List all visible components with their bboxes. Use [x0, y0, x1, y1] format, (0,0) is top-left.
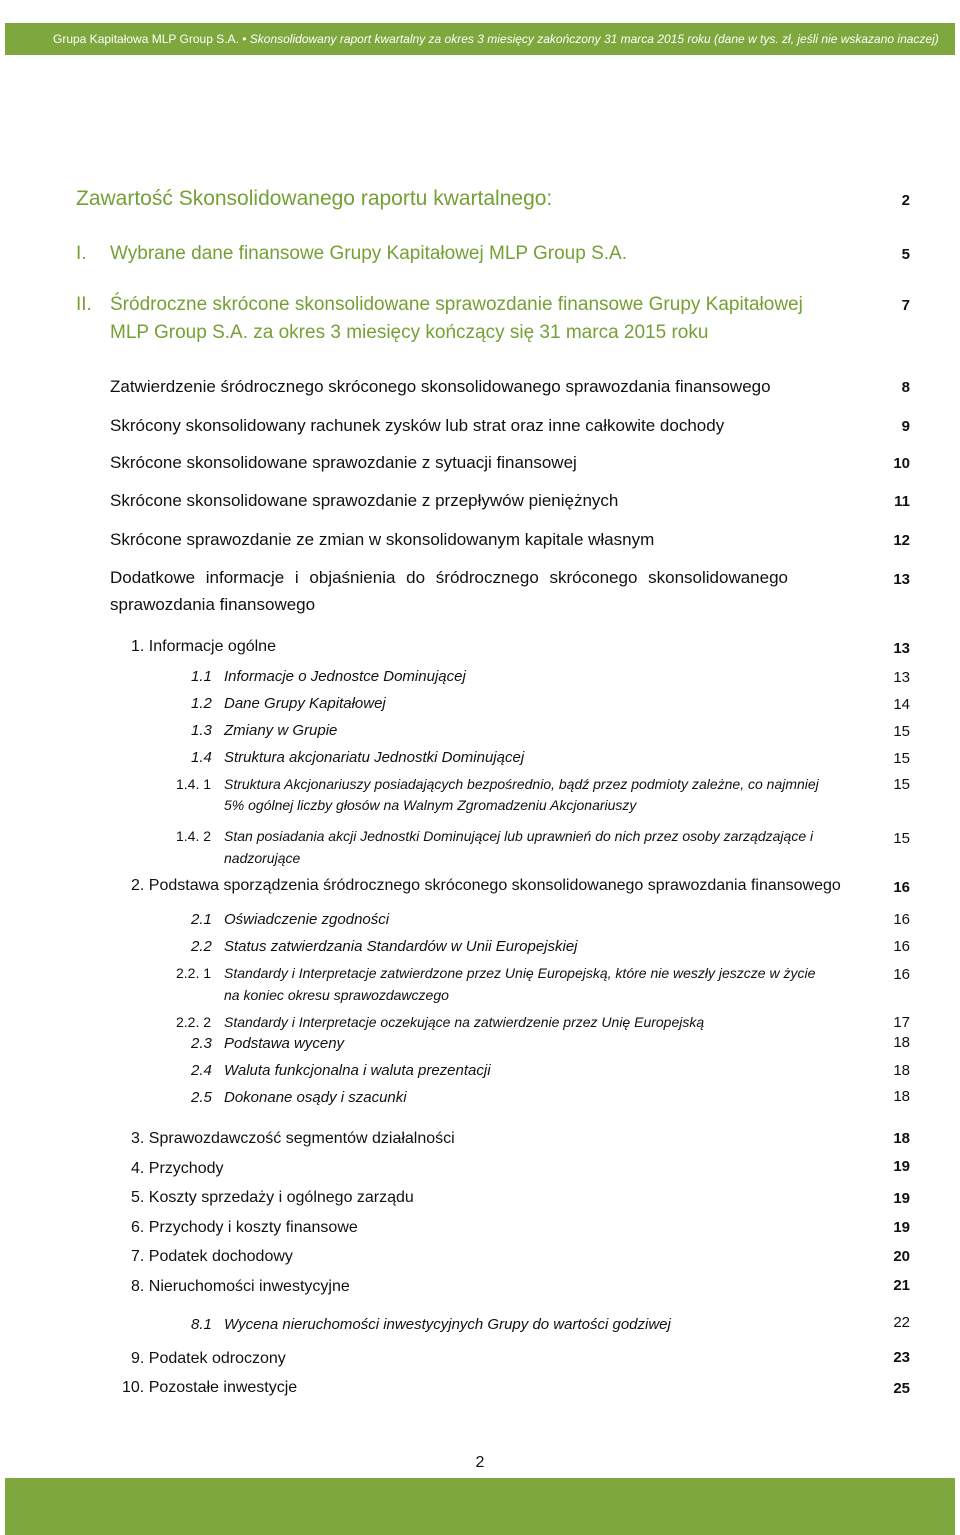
note-2-5-page[interactable]: 18: [893, 1088, 910, 1105]
note-2-2-1-line1[interactable]: Standardy i Interpretacje zatwierdzone przez Unię Europejską, które nie weszły jeszcze w życie: [224, 965, 816, 981]
toc-entry-cash-flows[interactable]: Skrócone skonsolidowane sprawozdanie z przepływów pieniężnych: [110, 491, 619, 510]
note-9-page[interactable]: 23: [893, 1349, 910, 1366]
toc-entry-cash-flows-page[interactable]: 11: [894, 493, 910, 510]
toc-title-page[interactable]: 2: [901, 192, 910, 209]
note-8-page[interactable]: 21: [893, 1277, 910, 1294]
toc-entry-financial-position-page[interactable]: 10: [893, 455, 910, 472]
note-1-4-1-number: 1.4. 1: [176, 776, 212, 792]
note-2-page[interactable]: 16: [893, 879, 910, 896]
note-1-2-number: 1.2: [191, 695, 212, 712]
note-2-3-page[interactable]: 18: [893, 1034, 910, 1051]
page-number: 2: [475, 1454, 485, 1471]
note-2-3-number: 2.3: [191, 1035, 212, 1052]
note-7-page[interactable]: 20: [893, 1248, 910, 1265]
note-1-3-number: 1.3: [191, 722, 212, 739]
note-2-2[interactable]: Status zatwierdzania Standardów w Unii Europejskiej: [224, 938, 578, 955]
note-8-1[interactable]: Wycena nieruchomości inwestycyjnych Grupy do wartości godziwej: [224, 1316, 671, 1333]
note-2-2-2-page[interactable]: 17: [893, 1014, 910, 1031]
toc-entry-income-statement-page[interactable]: 9: [901, 418, 910, 435]
note-10[interactable]: 10. Pozostałe inwestycje: [122, 1379, 298, 1396]
note-1-4-2-number: 1.4. 2: [176, 828, 212, 844]
section-1-page[interactable]: 5: [901, 246, 910, 263]
note-2-2-page[interactable]: 16: [893, 938, 910, 955]
toc-entry-notes-page[interactable]: 13: [893, 571, 910, 588]
note-4-page[interactable]: 19: [893, 1158, 910, 1175]
note-1-4-2-line2[interactable]: nadzorujące: [224, 850, 301, 866]
toc-entry-equity-changes-page[interactable]: 12: [893, 532, 910, 549]
note-2-2-1-page[interactable]: 16: [893, 966, 910, 983]
note-10-page[interactable]: 25: [893, 1380, 910, 1397]
note-1-2[interactable]: Dane Grupy Kapitałowej: [224, 695, 386, 712]
running-header: [5, 23, 955, 55]
note-9[interactable]: 9. Podatek odroczony: [131, 1350, 286, 1367]
note-2[interactable]: 2. Podstawa sporządzenia śródrocznego skróconego skonsolidowanego sprawozdania finansowego: [131, 877, 841, 894]
note-1-1-page[interactable]: 13: [893, 669, 910, 686]
note-2-4-number: 2.4: [191, 1062, 212, 1079]
footer-band: [5, 1478, 955, 1535]
toc-entry-approval-page[interactable]: 8: [901, 379, 910, 396]
note-1-3-page[interactable]: 15: [893, 723, 910, 740]
note-6[interactable]: 6. Przychody i koszty finansowe: [131, 1219, 358, 1236]
header-report-title: Skonsolidowany raport kwartalny za okres 3 miesięcy zakończony 31 marca 2015 roku (dane w tys. zł, jeśli nie wskazano inaczej): [249, 32, 939, 46]
section-2-link-line2[interactable]: MLP Group S.A. za okres 3 miesięcy kończący się 31 marca 2015 roku: [110, 322, 709, 343]
note-2-2-2[interactable]: Standardy i Interpretacje oczekujące na zatwierdzenie przez Unię Europejską: [224, 1014, 705, 1030]
note-1-1-number: 1.1: [191, 668, 212, 685]
toc-title: Zawartość Skonsolidowanego raportu kwartalnego:: [76, 187, 553, 210]
toc-entry-notes-line2[interactable]: sprawozdania finansowego: [110, 595, 316, 614]
note-1-4-2-line1[interactable]: Stan posiadania akcji Jednostki Dominującej lub uprawnień do nich przez osoby zarządzające i: [224, 828, 814, 844]
section-1-link[interactable]: Wybrane dane finansowe Grupy Kapitałowej MLP Group S.A.: [110, 243, 627, 264]
note-2-2-1-line2[interactable]: na koniec okresu sprawozdawczego: [224, 987, 449, 1003]
note-1-4-1-line2[interactable]: 5% ogólnej liczby głosów na Walnym Zgromadzeniu Akcjonariuszy: [224, 797, 637, 813]
note-3[interactable]: 3. Sprawozdawczość segmentów działalności: [131, 1130, 455, 1147]
note-2-5[interactable]: Dokonane osądy i szacunki: [224, 1089, 407, 1106]
toc-entry-equity-changes[interactable]: Skrócone sprawozdanie ze zmian w skonsolidowanym kapitale własnym: [110, 530, 655, 549]
note-8-1-number: 8.1: [191, 1316, 212, 1333]
note-2-5-number: 2.5: [191, 1089, 212, 1106]
note-2-1-page[interactable]: 16: [893, 911, 910, 928]
note-1-4-2-page[interactable]: 15: [893, 830, 910, 847]
note-8-1-page[interactable]: 22: [893, 1314, 910, 1331]
toc-entry-financial-position[interactable]: Skrócone skonsolidowane sprawozdanie z sytuacji finansowej: [110, 453, 577, 472]
note-2-1-number: 2.1: [191, 911, 212, 928]
note-2-4[interactable]: Waluta funkcjonalna i waluta prezentacji: [224, 1062, 491, 1079]
note-6-page[interactable]: 19: [893, 1219, 910, 1236]
note-5-page[interactable]: 19: [893, 1190, 910, 1207]
note-1-2-page[interactable]: 14: [893, 696, 910, 713]
note-4[interactable]: 4. Przychody: [131, 1160, 224, 1177]
section-2-number: II.: [76, 294, 92, 315]
toc-entry-income-statement[interactable]: Skrócony skonsolidowany rachunek zysków lub strat oraz inne całkowite dochody: [110, 416, 725, 435]
note-1-4-number: 1.4: [191, 749, 212, 766]
note-2-1[interactable]: Oświadczenie zgodności: [224, 911, 390, 928]
note-3-page[interactable]: 18: [893, 1130, 910, 1147]
note-5[interactable]: 5. Koszty sprzedaży i ogólnego zarządu: [131, 1189, 414, 1206]
header-company: Grupa Kapitałowa MLP Group S.A.: [53, 32, 239, 46]
section-2-page[interactable]: 7: [901, 297, 910, 314]
note-1-4-page[interactable]: 15: [893, 750, 910, 767]
note-1-4[interactable]: Struktura akcjonariatu Jednostki Dominującej: [224, 749, 525, 766]
toc-entry-approval[interactable]: Zatwierdzenie śródrocznego skróconego skonsolidowanego sprawozdania finansowego: [110, 377, 771, 396]
section-1-number: I.: [76, 243, 87, 264]
note-2-2-2-number: 2.2. 2: [176, 1014, 212, 1030]
header-bullet: •: [242, 32, 247, 46]
note-7[interactable]: 7. Podatek dochodowy: [131, 1248, 293, 1265]
note-8[interactable]: 8. Nieruchomości inwestycyjne: [131, 1278, 350, 1295]
note-1-page[interactable]: 13: [893, 640, 910, 657]
note-2-2-1-number: 2.2. 1: [176, 965, 212, 981]
note-1-1[interactable]: Informacje o Jednostce Dominującej: [224, 668, 466, 685]
note-1-4-1-page[interactable]: 15: [893, 776, 910, 793]
note-1-3[interactable]: Zmiany w Grupie: [224, 722, 338, 739]
note-1[interactable]: 1. Informacje ogólne: [131, 638, 276, 655]
note-2-2-number: 2.2: [191, 938, 212, 955]
note-1-4-1-line1[interactable]: Struktura Akcjonariuszy posiadających bezpośrednio, bądź przez podmioty zależne, co najmniej: [224, 776, 819, 792]
section-2-link-line1[interactable]: Śródroczne skrócone skonsolidowane sprawozdanie finansowe Grupy Kapitałowej: [110, 294, 803, 315]
note-2-4-page[interactable]: 18: [893, 1062, 910, 1079]
toc-entry-notes-line1[interactable]: Dodatkowe informacje i objaśnienia do śródrocznego skróconego skonsolidowanego: [110, 568, 788, 587]
note-2-3[interactable]: Podstawa wyceny: [224, 1035, 345, 1052]
